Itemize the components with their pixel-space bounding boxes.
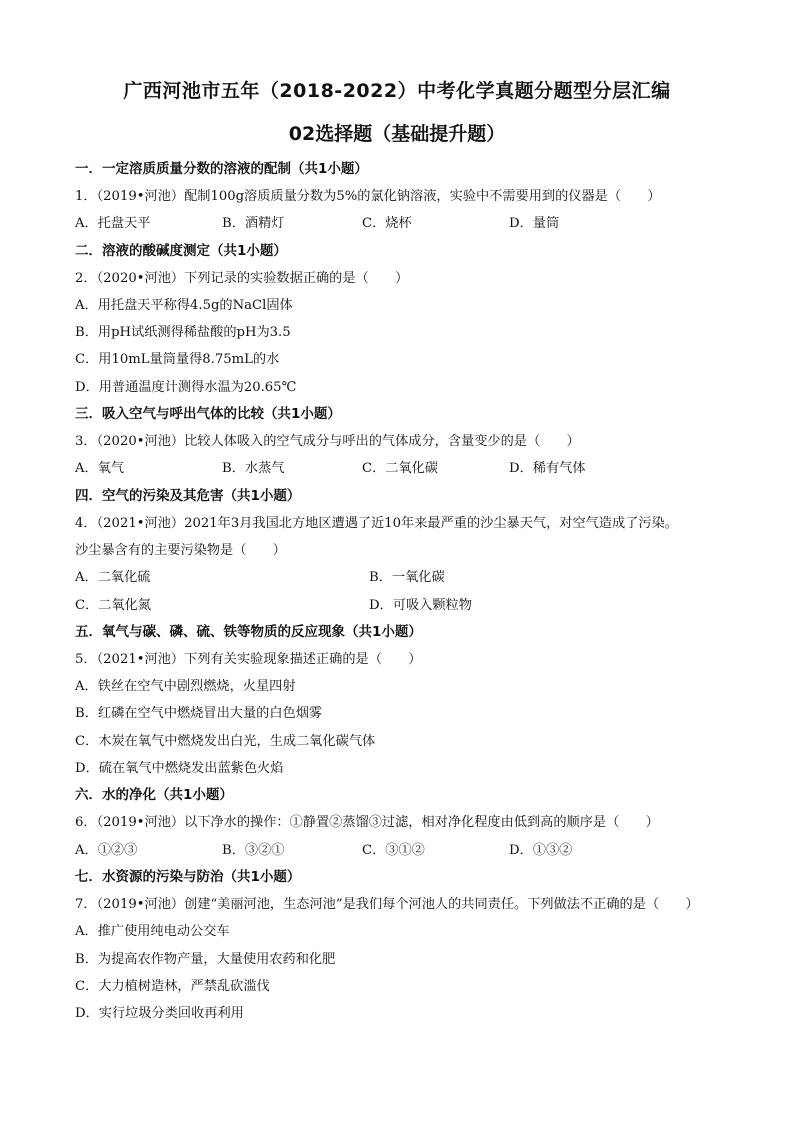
option-d: D．量筒 [509,216,560,232]
option-d: D．稀有气体 [509,461,586,477]
option-b: B．用pH试纸测得稀盐酸的pH为3.5 [75,325,291,341]
option-a: A．用托盘天平称得4.5g的NaCl固体 [75,297,293,313]
option-row [75,564,725,591]
option-d: D．实行垃圾分类回收再利用 [75,1006,244,1022]
option-row [75,592,725,619]
section-heading: 五．氧气与碳、磷、硫、铁等物质的反应现象（共1小题） [75,623,422,640]
question-text: 1．（2019•河池）配制100g溶质质量分数为5%的氯化钠溶液，实验中不需要用到的仪器是（ ） [75,189,661,204]
option-b: B．为提高农作物产量，大量使用农药和化肥 [75,951,336,967]
option-b: B．水蒸气 [222,461,285,477]
option-a: A．托盘天平 [75,216,151,232]
option-a: A．推广使用纯电动公交车 [75,924,230,940]
option-d: D．可吸入颗粒物 [369,597,472,613]
section-heading: 三．吸入空气与呼出气体的比较（共1小题） [75,406,341,423]
option-c: C．大力植树造林，严禁乱砍滥伐 [75,978,270,994]
option-d: D．①③② [509,842,573,858]
document-subtitle: 02选择题（基础提升题） [288,123,506,145]
question-text: 2．（2020•河池）下列记录的实验数据正确的是（ ） [75,270,409,286]
question-text-continued: 沙尘暴含有的主要污染物是（ ） [75,542,286,558]
section-heading: 四．空气的污染及其危害（共1小题） [75,487,301,504]
option-row [75,210,725,237]
section-heading: 七．水资源的污染与防治（共1小题） [75,868,301,885]
option-c: C．用10mL量筒量得8.75mL的水 [75,352,280,368]
question-text: 5．（2021•河池）下列有关实验现象描述正确的是（ ） [75,651,422,667]
option-a: A．二氧化硫 [75,570,151,586]
section-heading: 一．一定溶质质量分数的溶液的配制（共1小题） [75,161,368,177]
question-list [75,156,725,1027]
option-c: C．二氧化碳 [362,461,439,477]
question-text: 7．（2019•河池）创建“美丽河池，生态河池”是我们每个河池人的共同责任。下列做法不正确的是（ ） [75,896,699,912]
option-b: B．一氧化碳 [369,570,445,586]
option-b: B．红磷在空气中燃烧冒出大量的白色烟雾 [75,706,323,722]
section-heading: 六．水的净化（共1小题） [75,787,233,804]
option-row [75,837,725,864]
option-b: B．③②① [222,842,285,858]
option-a: A．①②③ [75,842,138,858]
option-d: D．硫在氧气中燃烧发出蓝紫色火焰 [75,761,284,777]
question-text: 3．（2020•河池）比较人体吸入的空气成分与呼出的气体成分，含量变少的是（ ） [75,434,580,450]
document-title: 广西河池市五年（2018-2022）中考化学真题分题型分层汇编 [123,80,671,102]
section-heading: 二．溶液的酸碱度测定（共1小题） [75,242,287,259]
option-d: D．用普通温度计测得水温为20.65℃ [75,379,297,395]
option-a: A．铁丝在空气中剧烈燃烧，火星四射 [75,679,296,695]
question-text: 6．（2019•河池）以下净水的操作：①静置②蒸馏③过滤，相对净化程度由低到高的顺序是（ ） [75,815,659,831]
option-c: C．③①② [362,842,425,858]
option-c: C．烧杯 [362,216,412,232]
option-c: C．二氧化氮 [75,597,152,613]
question-text: 4．（2021•河池）2021年3月我国北方地区遭遇了近10年来最严重的沙尘暴天气，对空气造成了污染。 [75,515,678,531]
option-c: C．木炭在氧气中燃烧发出白光，生成二氧化碳气体 [75,733,376,749]
option-b: B．酒精灯 [222,216,285,232]
option-a: A．氧气 [75,461,125,477]
option-row [75,455,725,482]
